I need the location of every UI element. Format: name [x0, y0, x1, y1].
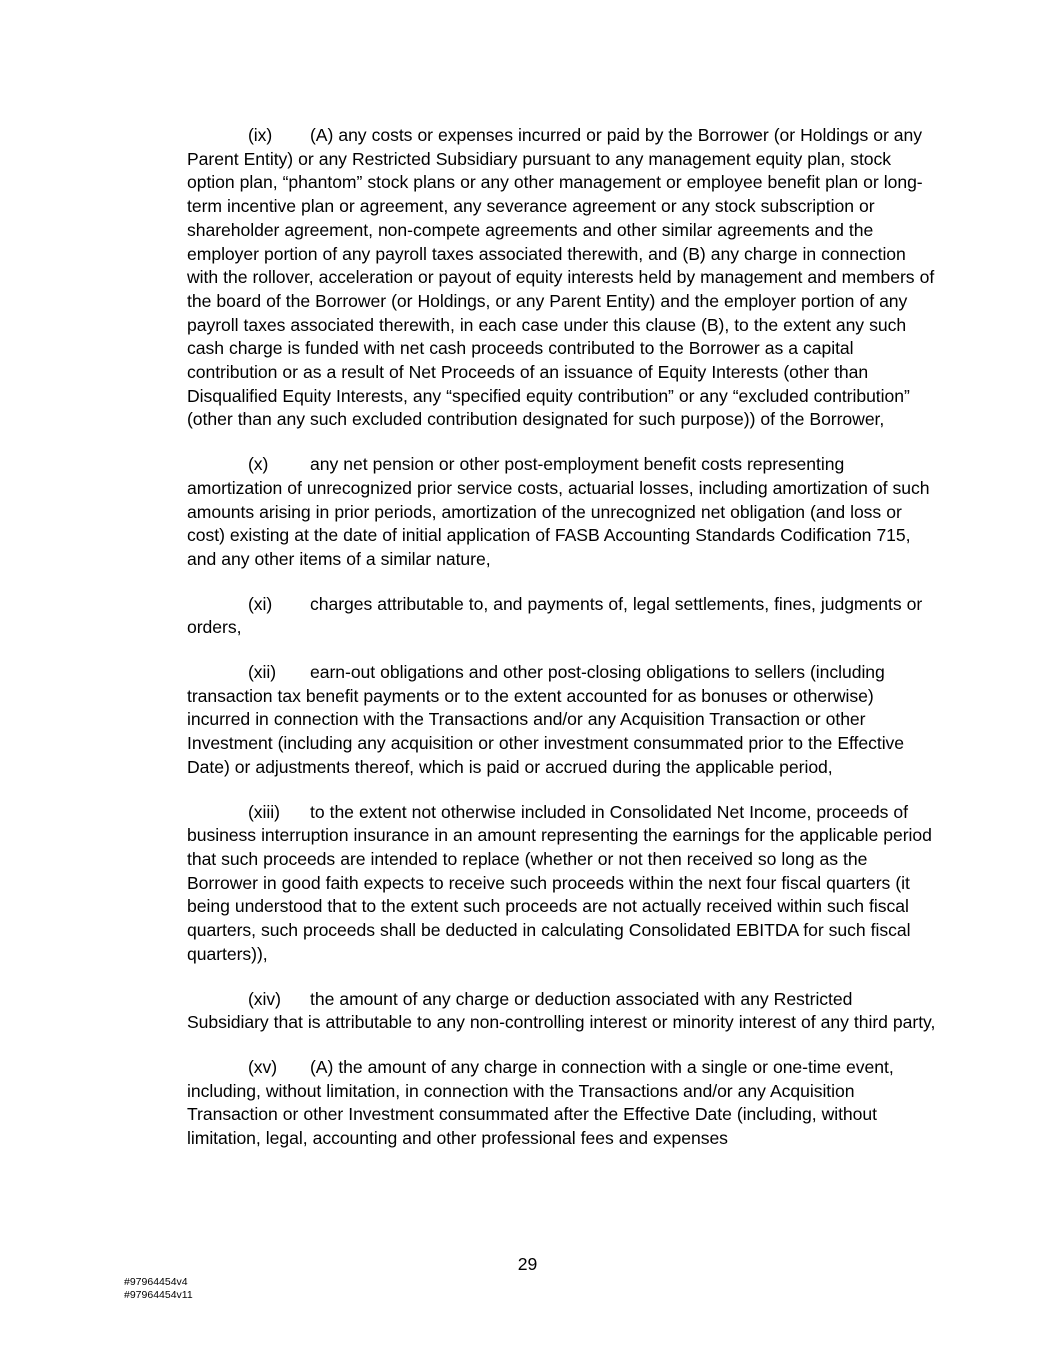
document-id: #97964454v11 [124, 1288, 193, 1301]
clause-text: (A) any costs or expenses incurred or paid by the Borrower (or Holdings or any Parent Entity) or any Restricted Subsidiary pursuant to any management equity plan, stock option plan, “phantom” stock plans or any other management or employee benefit plan or long-term incentive plan or agreement, any severance agreement or any stock subscription or shareholder agreement, non-compete agreements and other similar agreements and the employer portion of any payroll taxes associated therewith, and (B) any charge in connection with the rollover, acceleration or payout of equity interests held by management and members of the board of the Borrower (or Holdings, or any Parent Entity) and the employer portion of any payroll taxes associated therewith, in each case under this clause (B), to the extent any such cash charge is funded with net cash proceeds contributed to the Borrower as a capital contribution or as a result of Net Proceeds of an issuance of Equity Interests (other than Disqualified Equity Interests, any “specified equity contribution” or any “excluded contribution” (other than any such excluded contribution designated for such purpose)) of the Borrower, [187, 125, 935, 430]
clause-number: (ix) [248, 125, 273, 145]
clause-xv [187, 1056, 937, 1151]
clause-xi [187, 593, 937, 640]
clause-text: the amount of any charge or deduction associated with any Restricted Subsidiary that is attributable to any non-controlling interest or minority interest of any third party, [187, 988, 936, 1033]
clause-text: earn-out obligations and other post-closing obligations to sellers (including transaction tax benefit payments or to the extent accounted for as bonuses or otherwise) incurred in connection with the Transactions and/or any Acquisition Transaction or other Investment (including any acquisition or other investment consummated prior to the Effective Date) or adjustments thereof, which is paid or accrued during the applicable period, [187, 662, 905, 777]
clause-number: (x) [248, 454, 269, 475]
clause-number: (xii) [248, 662, 277, 683]
page-number: 29 [517, 1254, 538, 1274]
clause-number: (xi) [248, 593, 273, 614]
clause-number: (xiii) [248, 801, 280, 822]
clause-xiv [187, 988, 937, 1035]
clause-text: any net pension or other post-employment benefit costs representing amortization of unrecognized prior service costs, actuarial losses, including amortization of such amounts arising in prior periods, amortization of the unrecognized net obligation (and loss or cost) existing at the date of initial application of FASB Accounting Standards Codification 715, and any other items of a similar nature, [187, 454, 930, 569]
clause-xiii [187, 801, 937, 967]
clause-ix [187, 124, 937, 432]
document-identifiers [124, 1276, 193, 1301]
clause-text: to the extent not otherwise included in Consolidated Net Income, proceeds of business interruption insurance in an amount representing the earnings for the applicable period that such proceeds are intended to replace (whether or not then received so long as the Borrower in good faith expects to receive such proceeds within the next four fiscal quarters (it being understood that to the extent such proceeds are not actually received within such fiscal quarters, such proceeds shall be deducted in calculating Consolidated EBITDA for such fiscal quarters)), [187, 801, 932, 964]
clause-number: (xiv) [248, 988, 281, 1009]
document-body [187, 124, 937, 1172]
clause-text: charges attributable to, and payments of, legal settlements, fines, judgments or orders, [187, 593, 923, 638]
document-id: #97964454v4 [124, 1276, 188, 1288]
clause-text: (A) the amount of any charge in connection with a single or one-time event, including, without limitation, in connection with the Transactions and/or any Acquisition Transaction or other Investment consummated after the Effective Date (including, without limitation, legal, accounting and other professional fees and expenses [187, 1056, 894, 1149]
clause-number: (xv) [248, 1056, 278, 1077]
clause-x [187, 453, 937, 572]
clause-xii [187, 661, 937, 780]
